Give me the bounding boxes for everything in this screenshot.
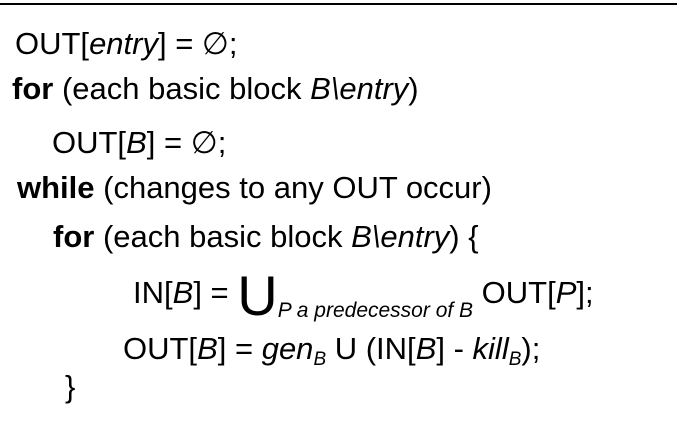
code-segment: (each basic block (53, 71, 311, 106)
code-line (12, 73, 419, 104)
code-segment: U (IN[ (326, 331, 416, 366)
code-line (15, 28, 238, 59)
code-segment: entry (89, 26, 158, 61)
code-line (17, 172, 492, 203)
code-line (133, 264, 594, 327)
code-segment: B (126, 125, 147, 160)
code-segment: (changes to any OUT occur) (94, 170, 492, 205)
code-segment: OUT[ (123, 331, 198, 366)
code-segment: B (172, 275, 194, 310)
top-divider-rule (0, 3, 677, 5)
code-segment: ); (521, 331, 541, 366)
code-line (123, 333, 540, 375)
code-segment: IN[ (133, 275, 173, 310)
code-segment: ]; (576, 275, 594, 310)
keyword: for (12, 71, 54, 106)
keyword: while (17, 170, 95, 205)
code-segment: B (197, 331, 218, 366)
subscript: B (508, 349, 522, 370)
union-subscript: P a predecessor of B (277, 299, 474, 322)
code-segment: ] = (193, 275, 238, 310)
keyword: for (53, 219, 95, 254)
code-segment: kill (472, 331, 509, 366)
code-segment: P (555, 275, 577, 310)
code-segment: ] = ∅; (146, 125, 227, 160)
code-segment: B (415, 331, 437, 366)
subscript: B (313, 349, 327, 370)
code-line (52, 127, 226, 158)
code-segment: ] - (436, 331, 473, 366)
code-segment: B\entry (351, 219, 450, 254)
code-segment: } (65, 369, 76, 404)
code-segment: ] = (217, 331, 262, 366)
code-line (53, 221, 479, 252)
code-segment: B\entry (310, 71, 409, 106)
code-segment: ) (408, 71, 419, 106)
code-segment: gen (261, 331, 314, 366)
code-segment: (each basic block (94, 219, 352, 254)
code-segment: OUT[ (15, 26, 90, 61)
code-segment: ) { (449, 219, 479, 254)
code-segment: OUT[ (52, 125, 127, 160)
code-line (65, 371, 75, 402)
code-segment: ] = ∅; (157, 26, 238, 61)
big-union-operator: U (237, 264, 278, 327)
code-segment: OUT[ (473, 275, 556, 310)
